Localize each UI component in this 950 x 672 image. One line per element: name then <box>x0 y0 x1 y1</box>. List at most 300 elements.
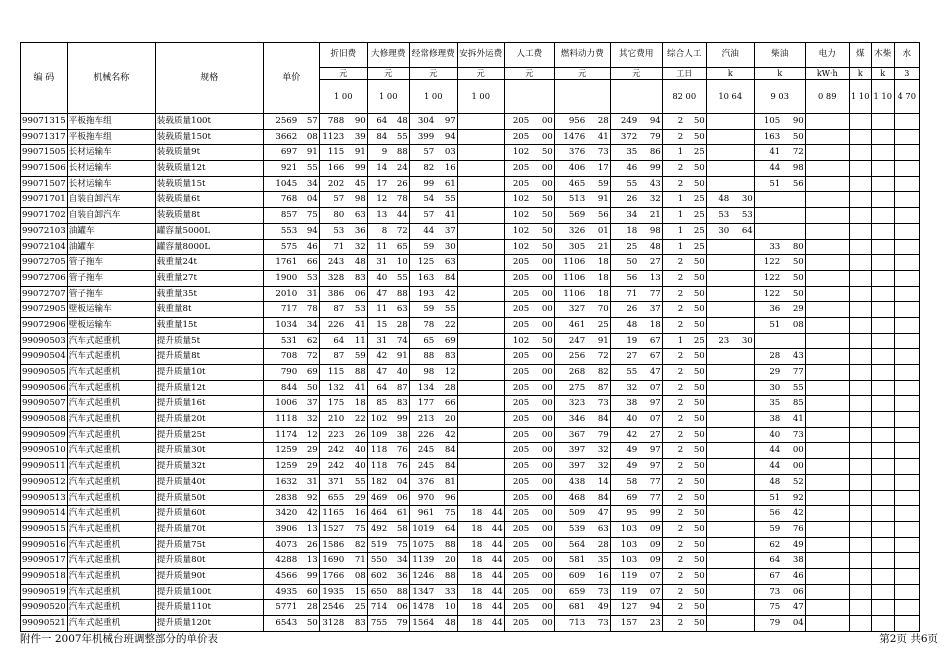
empty-cell <box>849 616 871 632</box>
value-integer-cell: 2 <box>662 176 685 192</box>
value-decimal-cell: 21 <box>587 239 610 255</box>
value-integer-cell <box>706 145 731 161</box>
value-decimal-cell: 50 <box>685 412 706 428</box>
value-integer-cell <box>457 443 484 459</box>
empty-cell <box>894 192 919 208</box>
value-decimal-cell: 53 <box>731 208 754 224</box>
name-cell: 汽车式起重机 <box>67 459 155 475</box>
value-decimal-cell: 40 <box>346 443 367 459</box>
name-cell: 汽车式起重机 <box>67 553 155 569</box>
value-integer-cell: 51 <box>754 317 782 333</box>
value-integer-cell: 465 <box>554 176 587 192</box>
table-row <box>21 537 920 553</box>
spec-cell: 提升质量75t <box>155 537 263 553</box>
value-decimal-cell: 37 <box>299 396 319 412</box>
value-integer-cell: 205 <box>504 568 531 584</box>
value-decimal-cell: 98 <box>639 223 662 239</box>
spec-cell: 提升质量70t <box>155 521 263 537</box>
code-cell: 99072705 <box>21 255 68 271</box>
table-row <box>21 270 920 286</box>
code-cell: 99090515 <box>21 521 68 537</box>
value-integer-cell: 103 <box>610 537 639 553</box>
value-integer-cell: 205 <box>504 616 531 632</box>
empty-cell <box>805 380 849 396</box>
value-decimal-cell <box>484 223 504 239</box>
value-decimal-cell: 73 <box>782 427 805 443</box>
empty-cell <box>849 365 871 381</box>
value-decimal-cell: 99 <box>299 568 319 584</box>
empty-cell <box>894 365 919 381</box>
code-cell: 99090520 <box>21 600 68 616</box>
value-decimal-cell: 50 <box>685 317 706 333</box>
value-integer-cell: 18 <box>457 521 484 537</box>
empty-cell <box>805 129 849 145</box>
empty-cell <box>805 600 849 616</box>
value-decimal-cell: 44 <box>484 521 504 537</box>
value-integer-cell: 122 <box>754 270 782 286</box>
value-decimal-cell: 74 <box>389 333 409 349</box>
value-decimal-cell: 55 <box>299 161 319 177</box>
value-decimal-cell: 72 <box>389 223 409 239</box>
empty-cell <box>805 474 849 490</box>
value-integer-cell: 34 <box>610 208 639 224</box>
value-decimal-cell: 55 <box>389 270 409 286</box>
value-decimal-cell: 00 <box>531 443 554 459</box>
value-integer-cell: 2 <box>662 161 685 177</box>
value-integer-cell: 755 <box>367 616 389 632</box>
value-decimal-cell: 50 <box>685 506 706 522</box>
value-integer-cell: 1045 <box>263 176 299 192</box>
empty-cell <box>849 302 871 318</box>
table-row <box>21 380 920 396</box>
value-integer-cell <box>754 223 782 239</box>
value-integer-cell: 1766 <box>319 568 346 584</box>
value-integer-cell: 205 <box>504 161 531 177</box>
value-integer-cell <box>706 427 731 443</box>
value-decimal-cell: 29 <box>346 490 367 506</box>
table-row <box>21 616 920 632</box>
value-decimal-cell <box>782 192 805 208</box>
value-integer-cell: 95 <box>610 506 639 522</box>
empty-cell <box>894 208 919 224</box>
value-integer-cell: 205 <box>504 270 531 286</box>
name-cell: 汽车式起重机 <box>67 396 155 412</box>
spec-cell: 罐容量5000L <box>155 223 263 239</box>
value-integer-cell: 12 <box>367 192 389 208</box>
table-row <box>21 521 920 537</box>
value-integer-cell: 18 <box>457 553 484 569</box>
value-decimal-cell: 50 <box>531 192 554 208</box>
value-decimal-cell: 06 <box>389 600 409 616</box>
value-decimal-cell: 22 <box>436 317 457 333</box>
page-number: 第2页 共6页 <box>879 633 938 645</box>
value-decimal-cell: 77 <box>782 365 805 381</box>
value-decimal-cell: 84 <box>587 490 610 506</box>
name-cell: 油罐车 <box>67 223 155 239</box>
value-decimal-cell: 48 <box>436 616 457 632</box>
empty-cell <box>805 396 849 412</box>
empty-cell <box>849 600 871 616</box>
value-integer-cell: 788 <box>319 114 346 130</box>
header-coal: 煤 <box>849 43 871 68</box>
empty-cell <box>849 537 871 553</box>
value-decimal-cell: 78 <box>299 302 319 318</box>
value-integer-cell: 125 <box>409 255 436 271</box>
value-integer-cell: 42 <box>610 427 639 443</box>
value-decimal-cell: 94 <box>299 223 319 239</box>
value-integer-cell: 205 <box>504 553 531 569</box>
value-integer-cell <box>706 239 731 255</box>
value-integer-cell: 213 <box>409 412 436 428</box>
value-decimal-cell: 49 <box>782 537 805 553</box>
code-cell: 99071507 <box>21 176 68 192</box>
empty-cell <box>871 239 894 255</box>
value-decimal-cell: 76 <box>389 443 409 459</box>
value-decimal-cell: 00 <box>531 380 554 396</box>
value-integer-cell: 4288 <box>263 553 299 569</box>
value-integer-cell: 539 <box>554 521 587 537</box>
value-integer-cell: 550 <box>367 553 389 569</box>
value-integer-cell: 88 <box>409 349 436 365</box>
value-integer-cell: 38 <box>754 412 782 428</box>
value-integer-cell: 30 <box>754 380 782 396</box>
spec-cell: 提升质量10t <box>155 365 263 381</box>
value-integer-cell <box>457 145 484 161</box>
code-cell: 99072103 <box>21 223 68 239</box>
value-integer-cell: 3128 <box>319 616 346 632</box>
empty-cell <box>805 286 849 302</box>
value-integer-cell: 205 <box>504 427 531 443</box>
value-integer-cell: 58 <box>610 474 639 490</box>
value-integer-cell <box>754 192 782 208</box>
value-integer-cell: 31 <box>367 255 389 271</box>
name-cell: 汽车式起重机 <box>67 474 155 490</box>
value-integer-cell <box>457 176 484 192</box>
factor-cell <box>554 80 610 114</box>
value-integer-cell: 1139 <box>409 553 436 569</box>
value-decimal-cell: 50 <box>782 129 805 145</box>
header-price: 单价 <box>263 43 319 114</box>
value-integer-cell: 2 <box>662 568 685 584</box>
value-decimal-cell: 12 <box>436 365 457 381</box>
value-integer-cell: 226 <box>319 317 346 333</box>
value-integer-cell: 56 <box>610 270 639 286</box>
value-integer-cell <box>457 239 484 255</box>
value-decimal-cell: 53 <box>299 270 319 286</box>
value-integer-cell: 242 <box>319 443 346 459</box>
empty-cell <box>849 114 871 130</box>
value-decimal-cell: 82 <box>346 537 367 553</box>
value-integer-cell <box>457 412 484 428</box>
empty-cell <box>849 459 871 475</box>
value-decimal-cell: 00 <box>531 365 554 381</box>
empty-cell <box>871 349 894 365</box>
value-decimal-cell: 92 <box>299 490 319 506</box>
value-decimal-cell: 75 <box>436 506 457 522</box>
name-cell: 自装自卸汽车 <box>67 192 155 208</box>
header-name: 机械名称 <box>67 43 155 114</box>
value-integer-cell <box>706 412 731 428</box>
empty-cell <box>871 521 894 537</box>
code-cell: 99072905 <box>21 302 68 318</box>
name-cell: 汽车式起重机 <box>67 568 155 584</box>
value-decimal-cell <box>731 145 754 161</box>
empty-cell <box>894 459 919 475</box>
value-decimal-cell: 47 <box>587 506 610 522</box>
value-integer-cell: 87 <box>319 302 346 318</box>
value-integer-cell <box>457 490 484 506</box>
empty-cell <box>849 192 871 208</box>
value-integer-cell: 1 <box>662 145 685 161</box>
value-integer-cell: 609 <box>554 568 587 584</box>
value-integer-cell: 166 <box>319 161 346 177</box>
value-decimal-cell <box>484 145 504 161</box>
value-decimal-cell: 08 <box>782 317 805 333</box>
value-decimal-cell: 16 <box>587 568 610 584</box>
value-decimal-cell: 20 <box>436 412 457 428</box>
value-decimal-cell: 84 <box>436 459 457 475</box>
value-decimal-cell <box>731 161 754 177</box>
table-row <box>21 208 920 224</box>
value-integer-cell: 323 <box>554 396 587 412</box>
value-integer-cell: 75 <box>754 600 782 616</box>
empty-cell <box>849 443 871 459</box>
value-decimal-cell: 99 <box>346 161 367 177</box>
value-integer-cell: 18 <box>610 223 639 239</box>
value-decimal-cell: 85 <box>782 396 805 412</box>
spec-cell: 提升质量50t <box>155 490 263 506</box>
value-integer-cell: 14 <box>367 161 389 177</box>
table-row <box>21 176 920 192</box>
value-decimal-cell: 55 <box>436 302 457 318</box>
value-integer-cell: 249 <box>610 114 639 130</box>
value-decimal-cell: 50 <box>685 616 706 632</box>
value-decimal-cell: 76 <box>782 521 805 537</box>
value-integer-cell: 54 <box>409 192 436 208</box>
code-cell: 99071505 <box>21 145 68 161</box>
value-decimal-cell: 49 <box>587 600 610 616</box>
value-integer-cell: 4935 <box>263 584 299 600</box>
value-integer-cell: 64 <box>319 333 346 349</box>
value-integer-cell: 102 <box>504 223 531 239</box>
name-cell: 汽车式起重机 <box>67 333 155 349</box>
table-row <box>21 302 920 318</box>
empty-cell <box>805 568 849 584</box>
value-decimal-cell: 00 <box>531 317 554 333</box>
value-integer-cell: 205 <box>504 490 531 506</box>
value-decimal-cell <box>484 192 504 208</box>
value-integer-cell: 175 <box>319 396 346 412</box>
spec-cell: 装载质量12t <box>155 161 263 177</box>
value-decimal-cell: 83 <box>389 396 409 412</box>
value-integer-cell: 25 <box>610 239 639 255</box>
value-integer-cell: 48 <box>610 317 639 333</box>
value-integer-cell: 1034 <box>263 317 299 333</box>
value-decimal-cell: 73 <box>587 396 610 412</box>
value-decimal-cell: 86 <box>639 145 662 161</box>
empty-cell <box>805 443 849 459</box>
value-decimal-cell: 04 <box>389 474 409 490</box>
value-integer-cell: 1174 <box>263 427 299 443</box>
value-decimal-cell: 88 <box>389 584 409 600</box>
spec-cell: 提升质量90t <box>155 568 263 584</box>
value-integer-cell: 205 <box>504 365 531 381</box>
empty-cell <box>894 443 919 459</box>
value-decimal-cell: 50 <box>531 208 554 224</box>
value-decimal-cell: 21 <box>639 208 662 224</box>
empty-cell <box>894 317 919 333</box>
code-cell: 99071317 <box>21 129 68 145</box>
value-decimal-cell: 83 <box>436 349 457 365</box>
value-integer-cell: 18 <box>457 600 484 616</box>
value-integer-cell: 2 <box>662 584 685 600</box>
value-decimal-cell: 13 <box>639 270 662 286</box>
value-decimal-cell: 84 <box>436 270 457 286</box>
value-integer-cell: 40 <box>610 412 639 428</box>
value-integer-cell: 768 <box>263 192 299 208</box>
value-decimal-cell <box>731 600 754 616</box>
value-decimal-cell: 55 <box>436 192 457 208</box>
value-decimal-cell <box>731 255 754 271</box>
value-decimal-cell: 57 <box>299 114 319 130</box>
value-decimal-cell: 84 <box>436 443 457 459</box>
value-integer-cell <box>706 568 731 584</box>
value-integer-cell: 115 <box>319 145 346 161</box>
value-integer-cell: 69 <box>610 490 639 506</box>
header-diesel: 柴油 <box>754 43 805 68</box>
value-decimal-cell: 87 <box>587 380 610 396</box>
empty-cell <box>805 459 849 475</box>
value-decimal-cell: 30 <box>731 333 754 349</box>
value-decimal-cell: 80 <box>782 239 805 255</box>
value-decimal-cell: 50 <box>685 176 706 192</box>
empty-cell <box>805 302 849 318</box>
value-decimal-cell <box>782 223 805 239</box>
value-decimal-cell: 41 <box>436 208 457 224</box>
value-decimal-cell: 77 <box>639 490 662 506</box>
value-integer-cell: 17 <box>367 176 389 192</box>
factor-cell: 1 00 <box>409 80 457 114</box>
value-integer-cell: 41 <box>754 145 782 161</box>
value-decimal-cell: 16 <box>436 161 457 177</box>
value-integer-cell: 55 <box>610 365 639 381</box>
spec-cell: 载重量35t <box>155 286 263 302</box>
value-integer-cell <box>706 396 731 412</box>
value-decimal-cell: 99 <box>639 161 662 177</box>
value-integer-cell <box>457 208 484 224</box>
value-integer-cell: 256 <box>554 349 587 365</box>
header-electricity: 电力 <box>805 43 849 68</box>
name-cell: 汽车式起重机 <box>67 427 155 443</box>
value-integer-cell: 1 <box>662 223 685 239</box>
empty-cell <box>849 396 871 412</box>
value-decimal-cell: 88 <box>436 568 457 584</box>
value-decimal-cell: 97 <box>639 396 662 412</box>
value-decimal-cell: 44 <box>484 600 504 616</box>
value-decimal-cell: 12 <box>299 427 319 443</box>
value-integer-cell: 367 <box>554 427 587 443</box>
value-integer-cell: 2 <box>662 427 685 443</box>
value-decimal-cell: 28 <box>299 600 319 616</box>
value-decimal-cell: 50 <box>685 255 706 271</box>
empty-cell <box>805 506 849 522</box>
empty-cell <box>849 380 871 396</box>
value-decimal-cell: 83 <box>346 616 367 632</box>
value-decimal-cell: 00 <box>531 396 554 412</box>
value-decimal-cell: 88 <box>436 537 457 553</box>
value-integer-cell <box>706 255 731 271</box>
value-integer-cell: 205 <box>504 506 531 522</box>
value-decimal-cell: 50 <box>531 333 554 349</box>
value-integer-cell: 464 <box>367 506 389 522</box>
table-row <box>21 490 920 506</box>
value-decimal-cell: 39 <box>346 129 367 145</box>
factor-cell: 1 00 <box>319 80 367 114</box>
value-integer-cell: 205 <box>504 584 531 600</box>
value-decimal-cell: 83 <box>346 270 367 286</box>
table-row <box>21 443 920 459</box>
value-decimal-cell: 14 <box>587 474 610 490</box>
empty-cell <box>805 270 849 286</box>
value-decimal-cell: 29 <box>782 302 805 318</box>
unit-cell: 元 <box>504 68 554 80</box>
table-row <box>21 600 920 616</box>
empty-cell <box>871 223 894 239</box>
value-integer-cell: 47 <box>367 365 389 381</box>
empty-cell <box>871 459 894 475</box>
value-integer-cell: 27 <box>610 349 639 365</box>
value-decimal-cell <box>484 333 504 349</box>
value-integer-cell: 1632 <box>263 474 299 490</box>
value-decimal-cell: 96 <box>436 490 457 506</box>
name-cell: 长材运输车 <box>67 161 155 177</box>
value-decimal-cell: 00 <box>531 474 554 490</box>
value-integer-cell: 56 <box>754 506 782 522</box>
value-decimal-cell: 64 <box>731 223 754 239</box>
value-integer-cell <box>706 114 731 130</box>
value-decimal-cell: 50 <box>685 270 706 286</box>
spec-cell: 装载质量6t <box>155 192 263 208</box>
value-decimal-cell: 50 <box>685 459 706 475</box>
value-decimal-cell <box>731 176 754 192</box>
value-integer-cell: 513 <box>554 192 587 208</box>
value-decimal-cell: 50 <box>685 129 706 145</box>
empty-cell <box>871 380 894 396</box>
value-integer-cell: 247 <box>554 333 587 349</box>
empty-cell <box>894 506 919 522</box>
value-decimal-cell: 50 <box>685 474 706 490</box>
value-integer-cell: 2838 <box>263 490 299 506</box>
header-water: 水 <box>894 43 919 68</box>
value-decimal-cell: 36 <box>389 568 409 584</box>
value-decimal-cell: 50 <box>782 286 805 302</box>
empty-cell <box>894 302 919 318</box>
value-integer-cell: 87 <box>319 349 346 365</box>
value-decimal-cell <box>731 521 754 537</box>
value-decimal-cell: 99 <box>639 506 662 522</box>
name-cell: 汽车式起重机 <box>67 490 155 506</box>
spec-cell: 提升质量25t <box>155 427 263 443</box>
value-decimal-cell: 25 <box>685 192 706 208</box>
value-integer-cell: 102 <box>504 239 531 255</box>
value-integer-cell: 1 <box>662 192 685 208</box>
value-integer-cell: 59 <box>409 302 436 318</box>
empty-cell <box>871 129 894 145</box>
value-decimal-cell <box>484 114 504 130</box>
value-integer-cell: 371 <box>319 474 346 490</box>
value-decimal-cell <box>731 270 754 286</box>
value-decimal-cell: 00 <box>531 568 554 584</box>
